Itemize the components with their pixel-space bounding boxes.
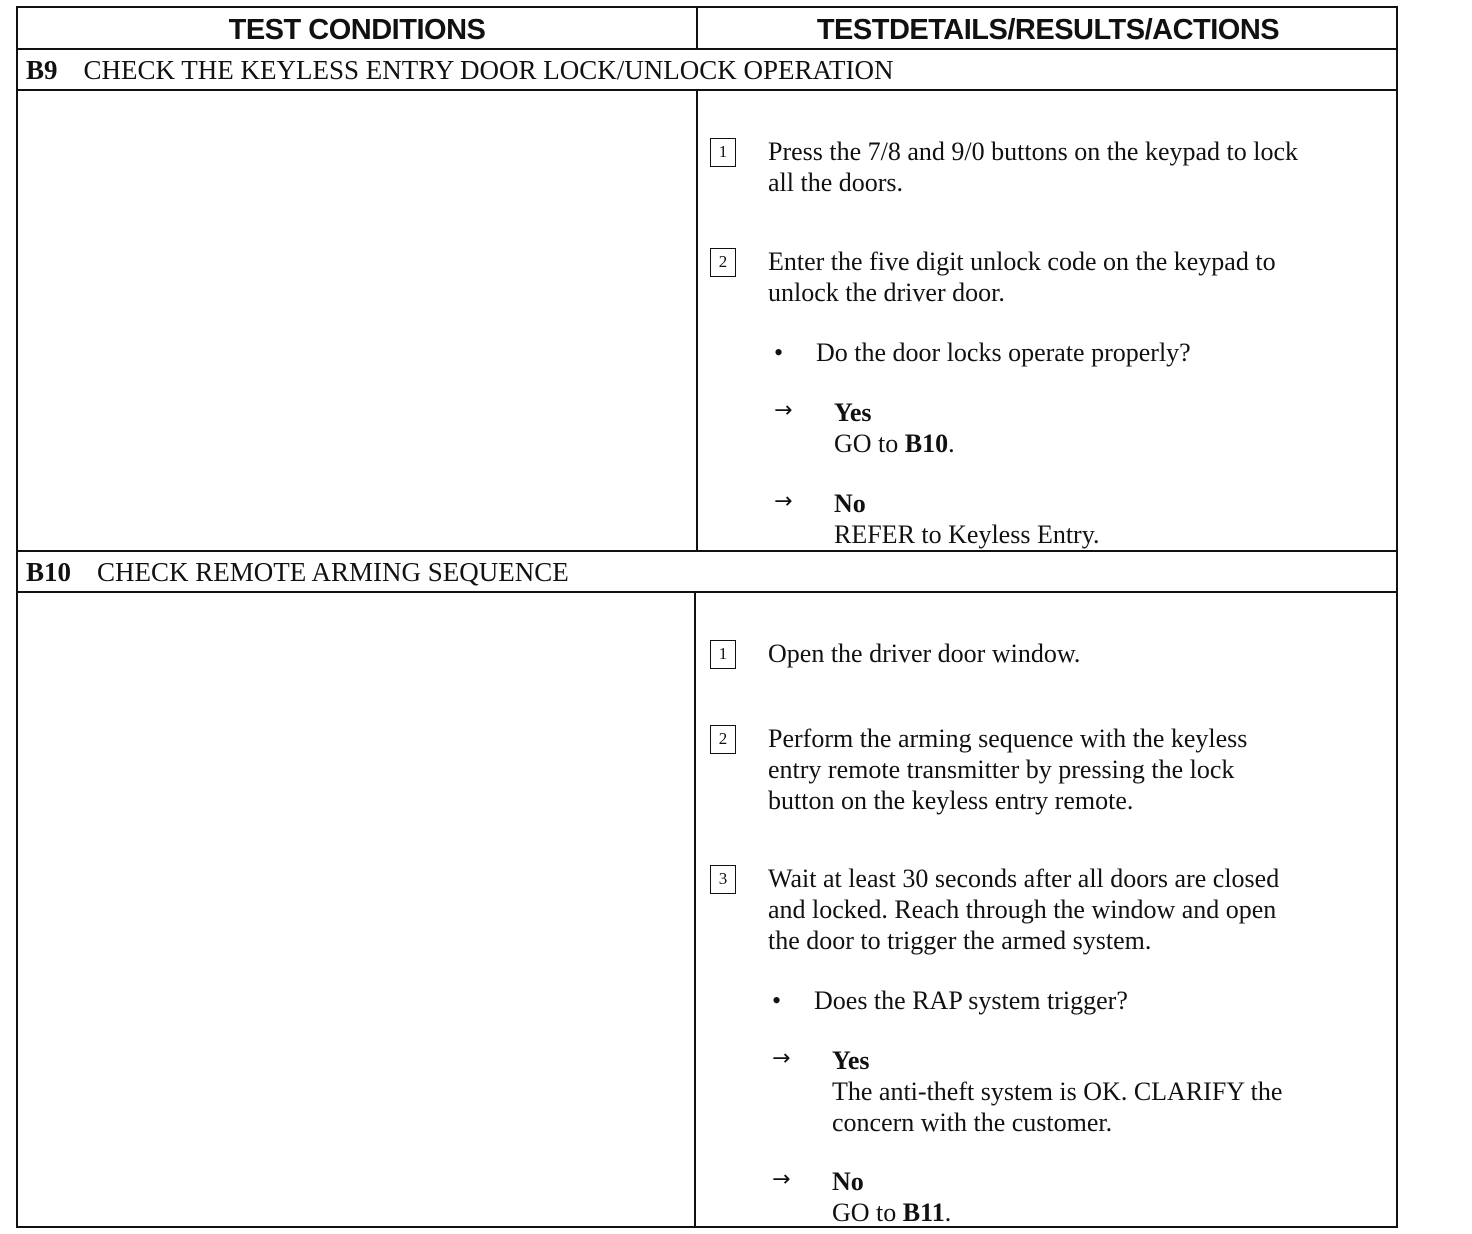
result-label: No: [834, 489, 866, 518]
section-code: B9: [26, 55, 58, 85]
arrow-right-icon: →: [772, 1046, 791, 1071]
result-action: GO to B11.: [832, 1198, 952, 1227]
result-label: Yes: [834, 398, 872, 427]
header-test-details: TESTDETAILS/RESULTS/ACTIONS: [816, 14, 1280, 46]
step-text: Press the 7/8 and 9/0 buttons on the keypad to lock all the doors.: [768, 137, 1299, 197]
column-divider: [696, 8, 698, 50]
step-number-box: 1: [710, 640, 736, 669]
column-divider: [696, 89, 698, 552]
result-action: GO to B10.: [834, 429, 955, 458]
step-text: Enter the five digit unlock code on the keypad to unlock the driver door.: [768, 247, 1276, 307]
result-action: The anti-theft system is OK. CLARIFY the concern with the customer.: [832, 1077, 1283, 1137]
column-divider: [694, 591, 696, 1228]
diagnostic-table: [16, 6, 1398, 1228]
section-code: B10: [26, 557, 72, 587]
step-number-box: 1: [710, 138, 736, 167]
result-action: REFER to Keyless Entry.: [834, 520, 1100, 549]
step-text: Perform the arming sequence with the keyless entry remote transmitter by pressing the lock button on the keyless entry remote.: [768, 724, 1248, 815]
divider: [18, 591, 1396, 593]
step-text: Wait at least 30 seconds after all doors are closed and locked. Reach through the window and open the door to trigger the armed system.: [768, 864, 1280, 955]
section-b10-heading: [26, 552, 569, 590]
step-number-box: 3: [710, 865, 736, 894]
step-text: Open the driver door window.: [768, 639, 1081, 668]
section-title: CHECK THE KEYLESS ENTRY DOOR LOCK/UNLOCK OPERATION: [83, 55, 894, 85]
question-text: Do the door locks operate properly?: [816, 338, 1191, 367]
target-step: B10: [904, 429, 949, 458]
step-number-box: 2: [710, 248, 736, 277]
step-number-box: 2: [710, 725, 736, 754]
section-b9-heading: [26, 50, 894, 88]
question-text: Does the RAP system trigger?: [814, 986, 1128, 1015]
bullet-icon: •: [774, 338, 784, 367]
bullet-icon: •: [772, 986, 782, 1015]
target-step: B11: [902, 1198, 945, 1227]
divider: [18, 89, 1396, 91]
header-test-conditions: TEST CONDITIONS: [228, 14, 486, 46]
section-title: CHECK REMOTE ARMING SEQUENCE: [97, 557, 569, 587]
result-label: No: [832, 1167, 864, 1196]
result-label: Yes: [832, 1046, 870, 1075]
arrow-right-icon: →: [774, 398, 793, 423]
arrow-right-icon: →: [772, 1167, 791, 1192]
arrow-right-icon: →: [774, 489, 793, 514]
